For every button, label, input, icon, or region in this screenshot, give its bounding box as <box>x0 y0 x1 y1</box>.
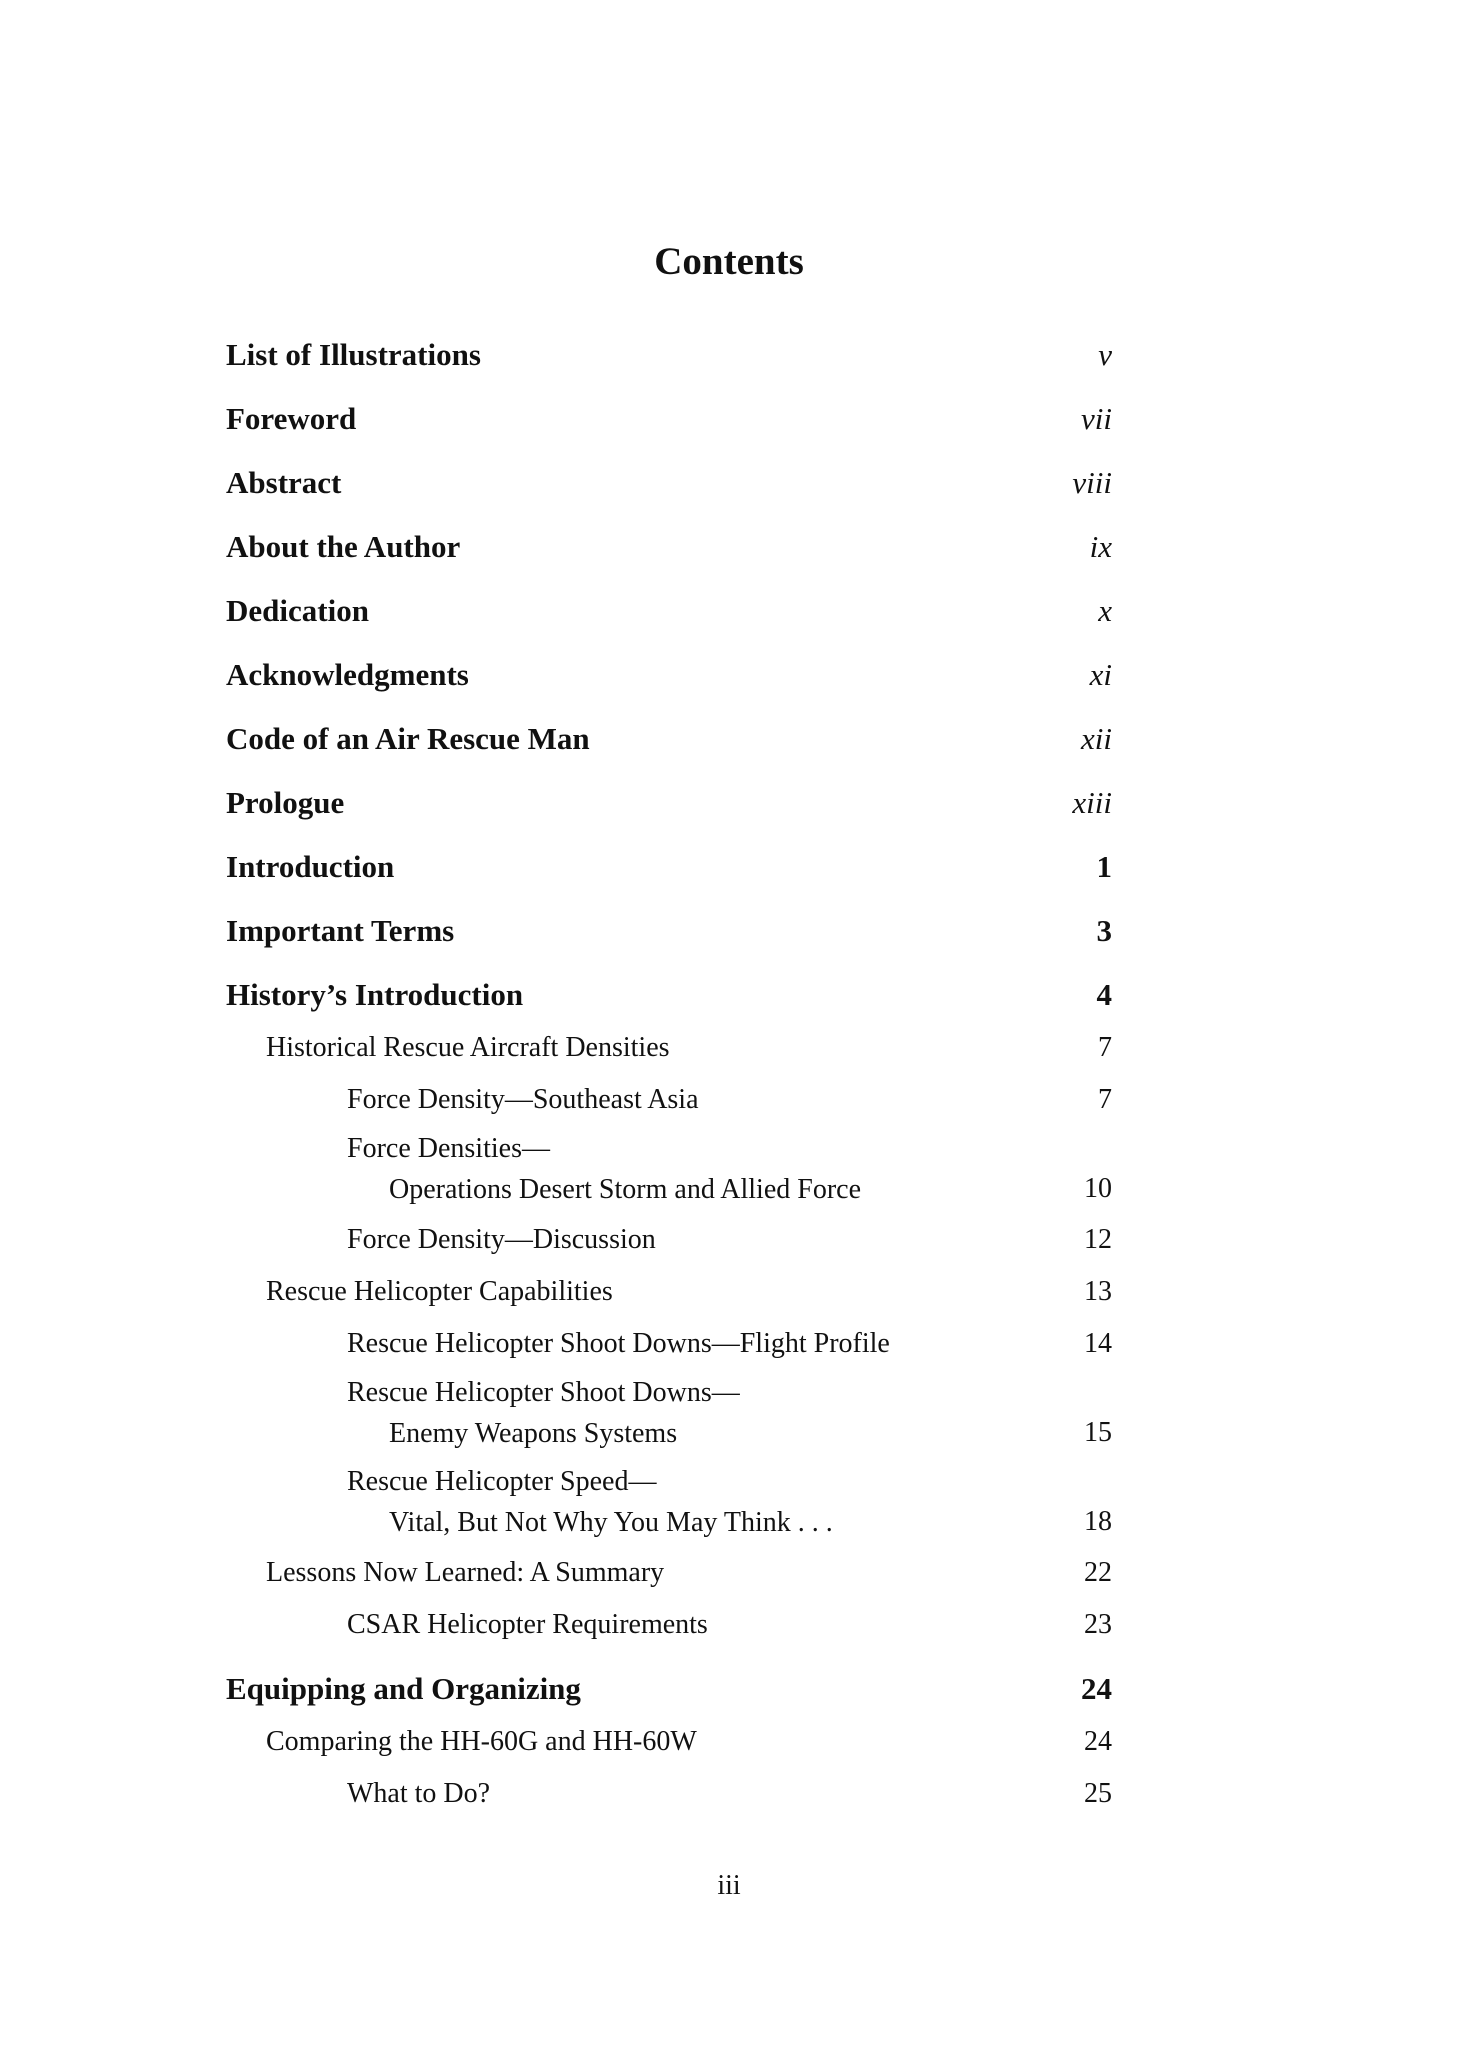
toc-entry-page-number: 23 <box>1084 1609 1112 1640</box>
toc-entry-page-number: 22 <box>1084 1557 1112 1588</box>
toc-entry-label-continuation: Vital, But Not Why You May Think . . . <box>389 1507 833 1538</box>
toc-entry-label-line: Rescue Helicopter Speed— <box>347 1466 657 1497</box>
toc-entry-page-number: viii <box>1072 465 1112 500</box>
toc-entry-label: Foreword <box>226 401 357 436</box>
toc-entry-label: Equipping and Organizing <box>226 1671 581 1706</box>
toc-entry-page-number: x <box>1098 593 1112 628</box>
table-of-contents <box>226 0 1112 2052</box>
toc-entry-label: CSAR Helicopter Requirements <box>347 1609 708 1640</box>
toc-entry-page-number: v <box>1098 337 1112 372</box>
toc-entry-label: Important Terms <box>226 913 455 948</box>
toc-entry-page-number: xiii <box>1072 785 1112 820</box>
toc-entry-label: Force Density—Discussion <box>347 1224 656 1255</box>
toc-entry-page-number: 1 <box>1096 849 1112 884</box>
toc-entry-page-number: vii <box>1081 401 1112 436</box>
toc-entry-label: Code of an Air Rescue Man <box>226 721 590 756</box>
toc-entry-label: Rescue Helicopter Shoot Downs—Flight Profile <box>347 1328 890 1359</box>
toc-entry-page-number: xii <box>1081 721 1112 756</box>
toc-entry-page-number: 15 <box>1084 1417 1112 1448</box>
toc-entry-label: Comparing the HH-60G and HH-60W <box>266 1726 697 1757</box>
toc-entry-page-number: 24 <box>1084 1726 1112 1757</box>
toc-entry-label: Acknowledgments <box>226 657 469 692</box>
page-title: Contents <box>654 240 804 283</box>
toc-entry-page-number: 12 <box>1084 1224 1112 1255</box>
toc-entry-label: About the Author <box>226 529 461 564</box>
toc-entry-label-continuation: Enemy Weapons Systems <box>389 1418 678 1449</box>
toc-entry-label: Historical Rescue Aircraft Densities <box>266 1032 670 1063</box>
toc-entry-page-number: 14 <box>1084 1328 1112 1359</box>
toc-entry-label: Lessons Now Learned: A Summary <box>266 1557 665 1588</box>
toc-entry-label-continuation: Operations Desert Storm and Allied Force <box>389 1174 862 1205</box>
toc-entry-page-number: 10 <box>1084 1173 1112 1204</box>
page-number-footer: iii <box>717 1870 741 1901</box>
toc-entry-label: Rescue Helicopter Capabilities <box>266 1276 613 1307</box>
toc-entry-label: List of Illustrations <box>226 337 481 372</box>
toc-entry-page-number: ix <box>1089 529 1112 564</box>
toc-entry-label: History’s Introduction <box>226 977 524 1012</box>
toc-entry-label <box>347 1133 861 1206</box>
toc-entry-page-number: 4 <box>1096 977 1112 1012</box>
toc-entry-page-number: 7 <box>1098 1032 1112 1063</box>
toc-entry-page-number: 18 <box>1084 1506 1112 1537</box>
toc-entry-page-number: xi <box>1089 657 1112 692</box>
toc-entry-label <box>347 1466 833 1539</box>
toc-entry-label-line: Force Densities— <box>347 1133 550 1164</box>
toc-entry-page-number: 3 <box>1096 913 1112 948</box>
toc-entry-page-number: 25 <box>1084 1778 1112 1809</box>
toc-entry-label <box>347 1377 740 1450</box>
toc-entry-label: Introduction <box>226 849 395 884</box>
toc-entry-label: Abstract <box>226 465 342 500</box>
toc-entry-label: What to Do? <box>347 1778 491 1809</box>
toc-entry-label-line: Rescue Helicopter Shoot Downs— <box>347 1377 740 1408</box>
toc-entry-page-number: 13 <box>1084 1276 1112 1307</box>
toc-entry-label: Dedication <box>226 593 369 628</box>
toc-entry-label: Prologue <box>226 785 345 820</box>
toc-entry-page-number: 24 <box>1081 1671 1112 1706</box>
toc-entry-page-number: 7 <box>1098 1084 1112 1115</box>
toc-entry-label: Force Density—Southeast Asia <box>347 1084 699 1115</box>
